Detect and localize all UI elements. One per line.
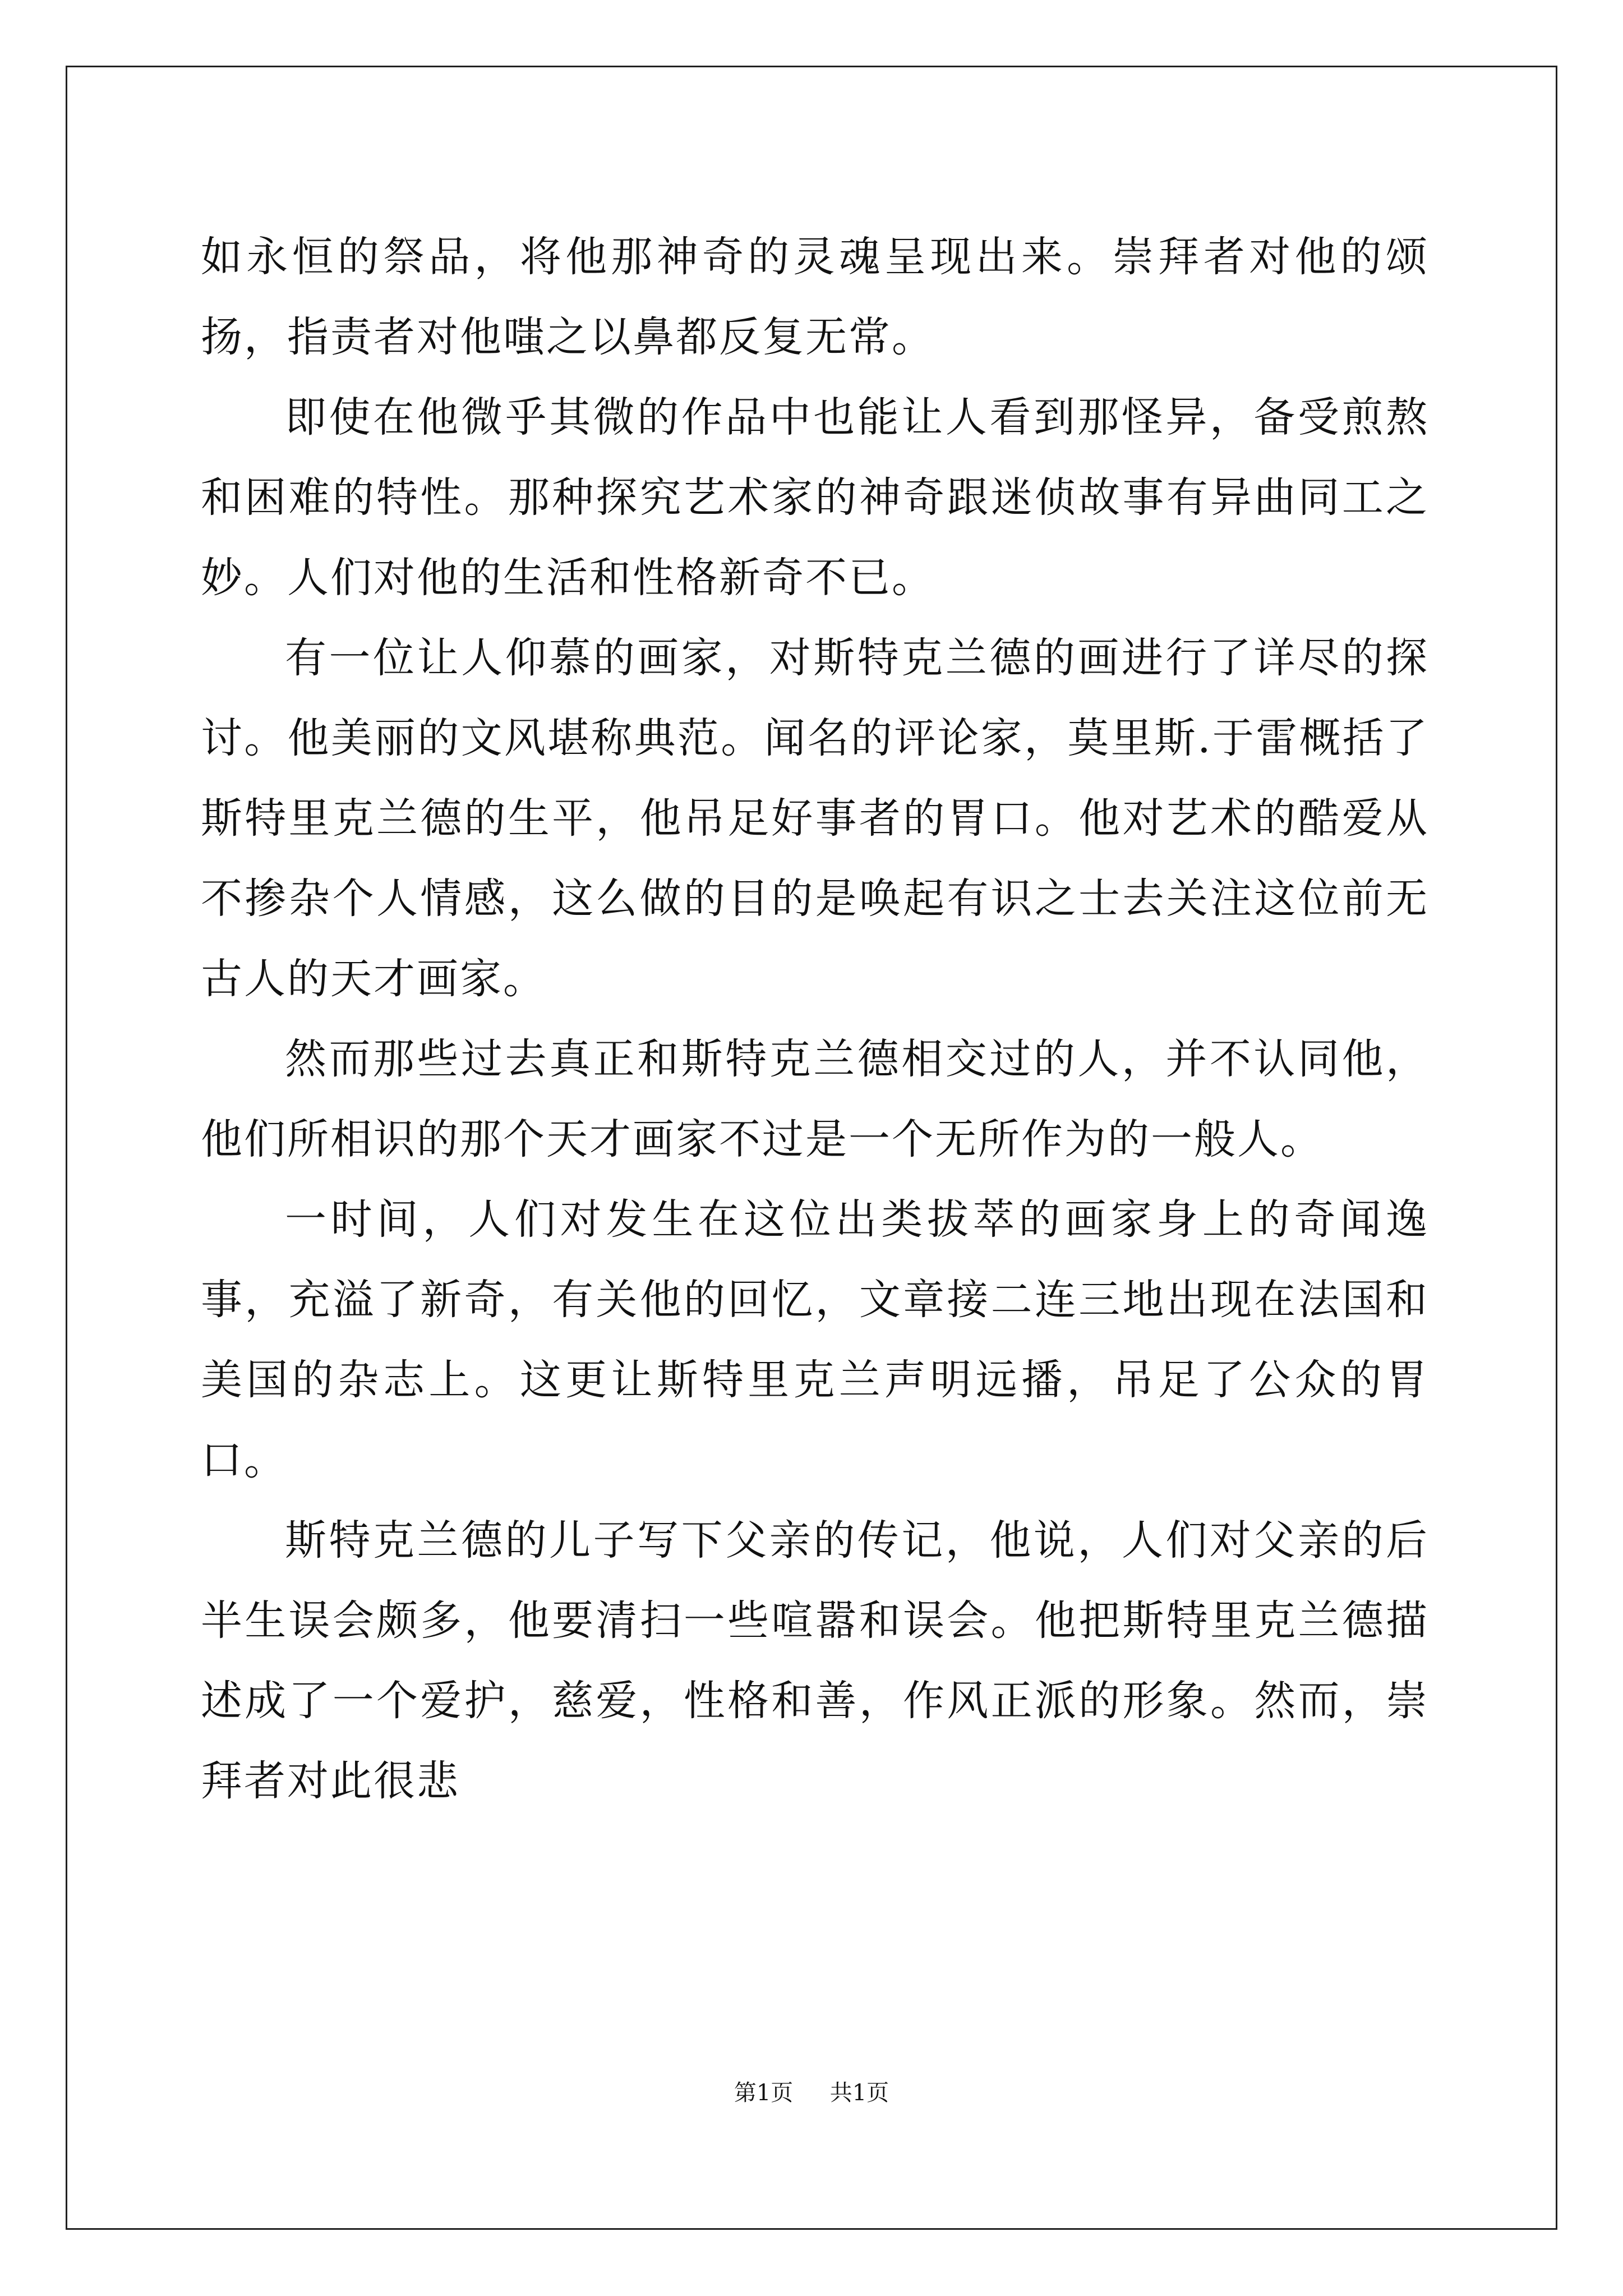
paragraph-3: 有一位让人仰慕的画家，对斯特克兰德的画进行了详尽的探讨。他美丽的文风堪称典范。闻名的评论家，莫里斯.于雷概括了斯特里克兰德的生平，他吊足好事者的胃口。他对艺术的酷爱从不掺杂个人情感，这么做的目的是唤起有识之士去关注这位前无古人的天才画家。 <box>201 634 1429 1003</box>
paragraph-5: 一时间，人们对发生在这位出类拔萃的画家身上的奇闻逸事，充溢了新奇，有关他的回忆，文章接二连三地出现在法国和美国的杂志上。这更让斯特里克兰声明远播，吊足了公众的胃口。 <box>201 1195 1429 1484</box>
total-pages-label: 共1页 <box>829 2080 889 2106</box>
paragraph-1: 如永恒的祭品，将他那神奇的灵魂呈现出来。崇拜者对他的颂扬，指责者对他嗤之以鼻都反复无常。 <box>201 233 1429 361</box>
paragraph-4: 然而那些过去真正和斯特克兰德相交过的人，并不认同他，他们所相识的那个天才画家不过是一个无所作为的一般人。 <box>201 1035 1429 1163</box>
document-body <box>201 217 1429 1821</box>
paragraph-2: 即使在他微乎其微的作品中也能让人看到那怪异，备受煎熬和困难的特性。那种探究艺术家的神奇跟迷侦故事有异曲同工之妙。人们对他的生活和性格新奇不已。 <box>201 393 1429 602</box>
page-footer <box>0 2079 1623 2106</box>
paragraph-6: 斯特克兰德的儿子写下父亲的传记，他说，人们对父亲的后半生误会颇多，他要清扫一些喧嚣和误会。他把斯特里克兰德描述成了一个爱护，慈爱，性格和善，作风正派的形象。然而，崇拜者对此很悲 <box>201 1516 1429 1805</box>
current-page-label: 第1页 <box>734 2080 794 2106</box>
